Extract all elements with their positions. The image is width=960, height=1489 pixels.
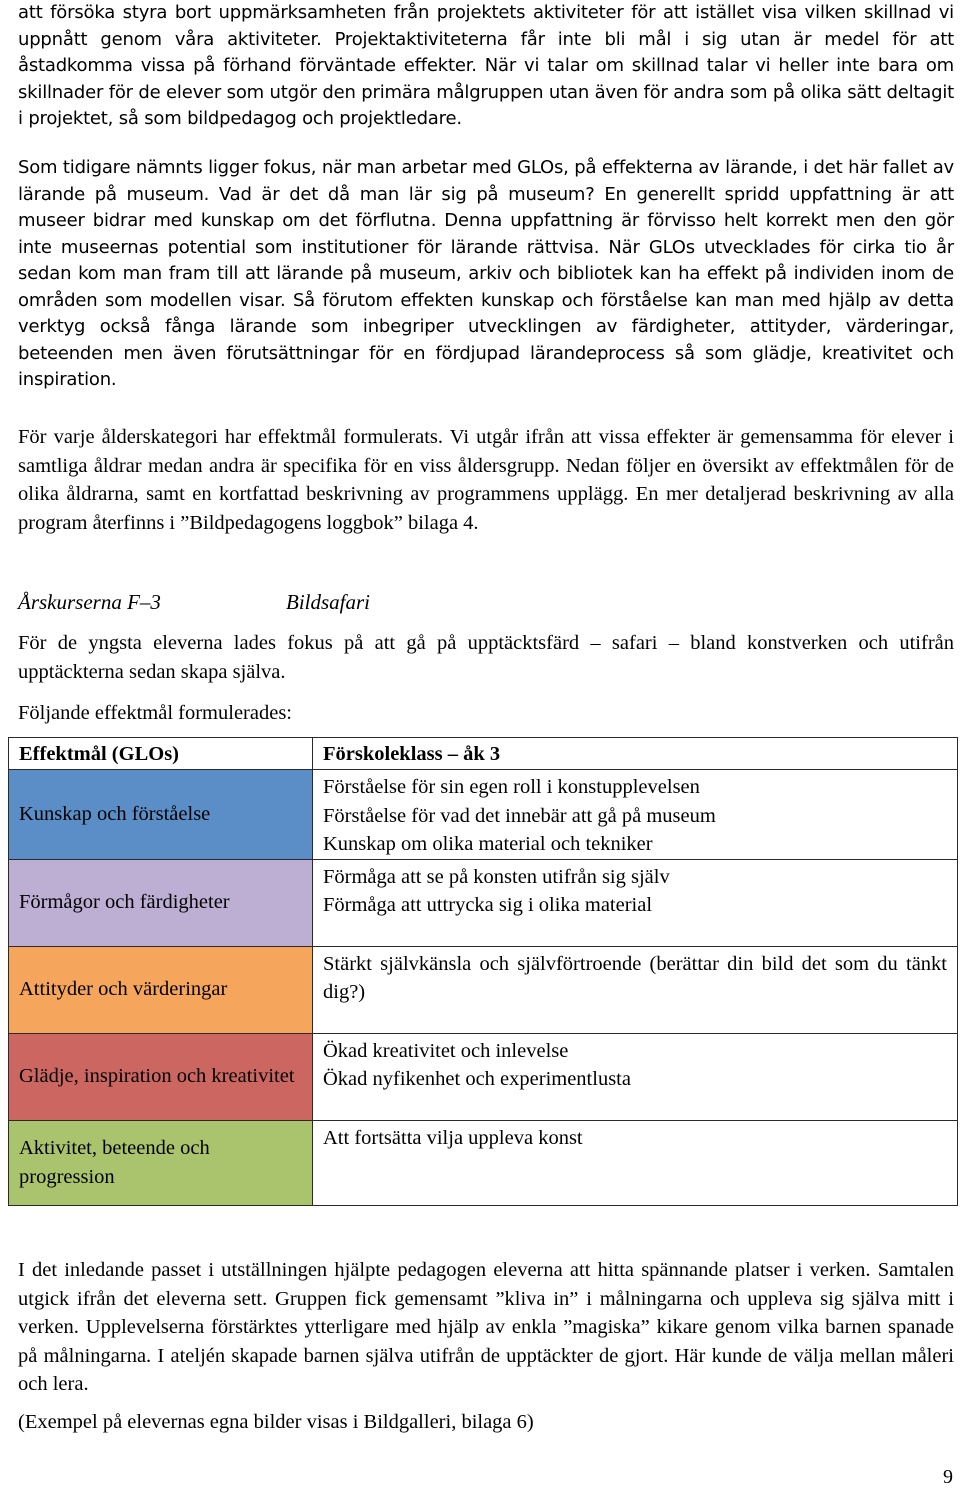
category-cell-attitudes: Attityder och värderingar [9, 946, 313, 1033]
table-header-row [9, 738, 958, 770]
effect-item: Stärkt självkänsla och självförtroende (berättar din bild det som du tänkt dig?) [323, 952, 947, 1004]
category-cell-enjoyment: Glädje, inspiration och kreativitet [9, 1033, 313, 1120]
effects-cell-knowledge [313, 770, 958, 860]
effects-cell-enjoyment [313, 1033, 958, 1120]
category-cell-knowledge: Kunskap och förståelse [9, 770, 313, 860]
effect-goals-table [8, 737, 958, 1206]
table-row [9, 770, 958, 860]
effect-item: Kunskap om olika material och tekniker [323, 833, 653, 856]
paragraph-session-description: I det inledande passet i utställningen hjälpte pedagogen eleverna att hitta spännande platser i verken. Samtalen utgick ifrån det eleverna sett. Gruppen fick gemensamt ”kliva in” i målningarna och uppleva sig själva mitt i verken. Upplevelserna förstärktes ytterligare med hjälp av enkla ”magiska” kikare genom vilka barnen spanade på målningarna. I ateljén skapade barnen själva utifrån de upptäckter de gjort. Här kunde de välja mellan måleri och lera. [18, 1259, 954, 1396]
effect-item: Förmåga att se på konsten utifrån sig själv [323, 865, 670, 888]
paragraph-age-categories: För varje ålderskategori har effektmål formulerats. Vi utgår ifrån att vissa effekter är gemensamma för elever i samtliga åldrar medan andra är specifika för en viss åldersgrupp. Nedan följer en översikt av effektmålen för de olika åldrarna, samt en kortfattad beskrivning av programmens upplägg. En mer detaljerad beskrivning av alla program återfinns i ”Bildpedagogens loggbok” bilaga 4. [18, 426, 954, 534]
category-cell-activity: Aktivitet, beteende och progression [9, 1120, 313, 1205]
section-heading-course: Årskurserna F–3 [18, 590, 161, 614]
table-row [9, 859, 958, 946]
effects-cell-skills [313, 859, 958, 946]
effects-cell-attitudes [313, 946, 958, 1033]
effect-item: Ökad nyfikenhet och experimentlusta [323, 1068, 631, 1091]
table-row [9, 1120, 958, 1205]
effect-item: Att fortsätta vilja uppleva konst [323, 1126, 583, 1149]
section-heading-program: Bildsafari [286, 590, 371, 614]
page-number: 9 [943, 1466, 953, 1488]
effects-cell-activity [313, 1120, 958, 1205]
table-row [9, 946, 958, 1033]
paragraph-glos-museum: Som tidigare nämnts ligger fokus, när man arbetar med GLOs, på effekterna av lärande, i det här fallet av lärande på museum. Vad är det då man lär sig på museum? En generellt spridd uppfattning är att museer bidrar med kunskap om det förflutna. Denna uppfattning är förvisso helt korrekt men den gör inte museernas potential som institutioner för lärande rättvisa. När GLOs utvecklades för cirka tio år sedan kom man fram till att lärande på museum, arkiv och bibliotek kan ha effekt på individen inom de områden som modellen visar. Så förutom effekten kunskap och förståelse kan man med hjälp av detta verktyg också fånga lärande som inbegriper utvecklingen av färdigheter, attityder, värderingar, beteenden men även förutsättningar för en fördjupad lärandeprocess så som glädje, kreativitet och inspiration. [18, 157, 954, 390]
paragraph-intro: att försöka styra bort uppmärksamheten från projektets aktiviteter för att istället visa vilken skillnad vi uppnått genom våra aktiviteter. Projektaktiviteterna får inte bli mål i sig utan är medel för att åstadkomma vissa på förhand förväntade effekter. När vi talar om skillnad talar vi heller inte bara om skillnader för de elever som utgör den primära målgruppen utan även för andra som på olika sätt deltagit i projektet, så som bildpedagog och projektledare. [18, 2, 954, 129]
table-header-grade: Förskoleklass – åk 3 [313, 738, 958, 770]
effect-item: Ökad kreativitet och inlevelse [323, 1039, 569, 1062]
table-row [9, 1033, 958, 1120]
table-header-effect-goals: Effektmål (GLOs) [9, 738, 313, 770]
effect-item: Förståelse för vad det innebär att gå på museum [323, 804, 716, 827]
effect-item: Förmåga att uttrycka sig i olika material [323, 894, 653, 917]
paragraph-safari: För de yngsta eleverna lades fokus på att gå på upptäcktsfärd – safari – bland konstverken och utifrån upptäckterna sedan skapa själva. [18, 632, 954, 683]
paragraph-goals-intro: Följande effektmål formulerades: [18, 702, 292, 724]
paragraph-gallery-reference: (Exempel på elevernas egna bilder visas i Bildgalleri, bilaga 6) [18, 1411, 534, 1433]
effect-item: Förståelse för sin egen roll i konstupplevelsen [323, 776, 700, 798]
category-cell-skills: Förmågor och färdigheter [9, 859, 313, 946]
